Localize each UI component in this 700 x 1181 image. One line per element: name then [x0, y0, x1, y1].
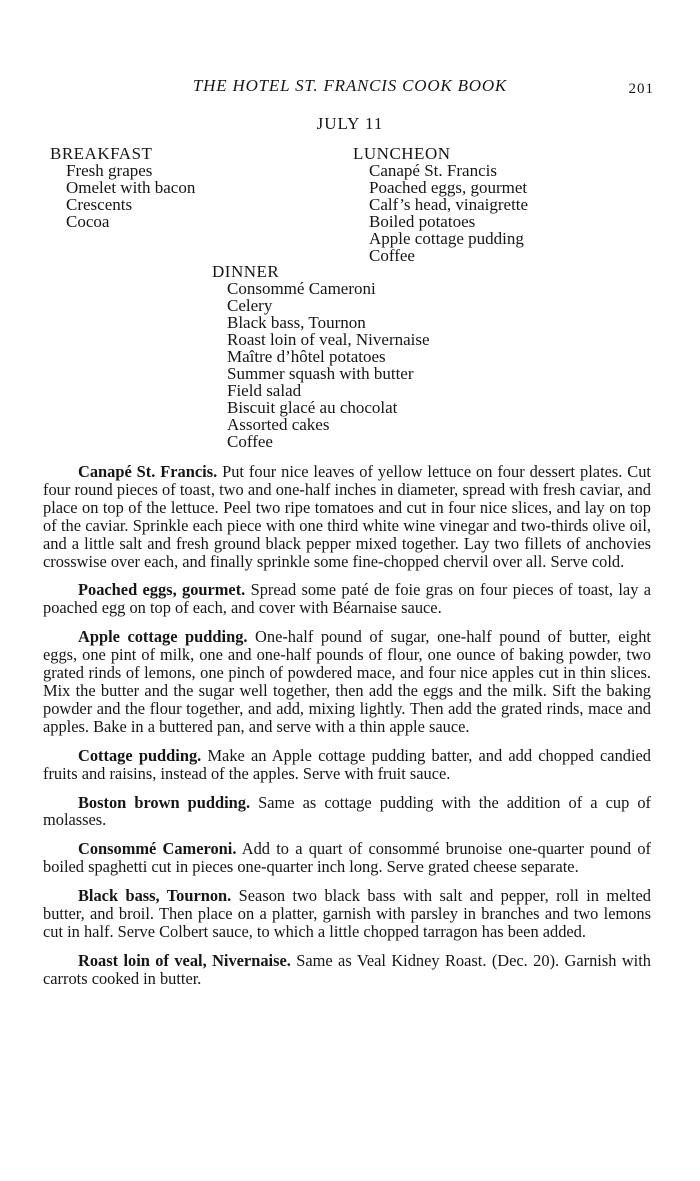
recipe-name: Apple cottage pudding. [78, 627, 248, 647]
recipe-text: Make an Apple cottage pudding batter, and add chopped candied fruits and raisins, instead of the apples. Serve with fruit sauce. [43, 745, 651, 783]
recipe-name: Poached eggs, gourmet. [78, 580, 246, 600]
menu-item: Apple cottage pudding [369, 229, 524, 248]
recipe-name: Boston brown pudding. [78, 792, 251, 812]
breakfast-heading: BREAKFAST [50, 144, 153, 163]
recipe-text: Spread some paté de foie gras on four pieces of toast, lay a poached egg on top of each, and cover with Béarnaise sauce. [43, 580, 652, 618]
recipe-text: Add to a quart of consommé brunoise one-quarter pound of boiled spaghetti cut in pieces one-quarter inch long. Serve grated cheese separate. [43, 839, 651, 877]
recipe-paragraph [43, 747, 651, 783]
recipe-paragraph [43, 794, 651, 830]
recipe-paragraph [43, 840, 651, 876]
recipe-name: Consommé Cameroni. [78, 839, 237, 859]
recipe-text: Same as Veal Kidney Roast. (Dec. 20). Garnish with carrots cooked in butter. [43, 950, 651, 988]
recipe-paragraph [43, 952, 651, 988]
recipe-paragraph [43, 887, 651, 941]
menu-item: Boiled potatoes [369, 212, 476, 231]
recipe-text: One-half pound of sugar, one-half pound of butter, eight eggs, one pint of milk, one and one-half pounds of flour, one ounce of baking powder, two grated rinds of lemons, one pinch of powdered mace, and four nice apples cut in thin slices. Mix the butter and the sugar well together, then add the eggs and the milk. Sift the baking powder and the flour together, and add, mixing lightly. Then add the grated rinds, mace and apples. Bake in a buttered pan, and serve with a thin apple sauce. [43, 627, 651, 736]
menu-item: Poached eggs, gourmet [369, 178, 528, 197]
menu-item: Coffee [369, 246, 415, 265]
recipe-paragraph [43, 628, 651, 735]
running-title: THE HOTEL ST. FRANCIS COOK BOOK [192, 76, 508, 95]
recipe-paragraph [43, 581, 651, 617]
luncheon-menu-list [369, 162, 528, 264]
menu-item: Field salad [227, 381, 302, 400]
recipe-name: Canapé St. Francis. [78, 462, 218, 481]
date-heading: JULY 11 [316, 114, 384, 133]
menu-item: Celery [227, 296, 273, 315]
menu-item: Fresh grapes [66, 161, 153, 180]
menu-item: Roast loin of veal, Nivernaise [227, 330, 430, 349]
recipe-name: Roast loin of veal, Nivernaise. [78, 950, 291, 970]
breakfast-menu-list [66, 162, 195, 230]
recipe-paragraph [43, 463, 651, 570]
menu-item: Biscuit glacé au chocolat [227, 398, 398, 417]
recipe-name: Cottage pudding. [78, 745, 202, 765]
page-number: 201 [628, 81, 654, 97]
menu-item: Coffee [227, 432, 273, 451]
menu-item: Summer squash with butter [227, 364, 414, 383]
dinner-menu-list [227, 280, 430, 450]
menu-item: Maître d’hôtel potatoes [227, 347, 386, 366]
menu-item: Omelet with bacon [66, 178, 196, 197]
recipe-text: Put four nice leaves of yellow lettuce on four dessert plates. Cut four round pieces of toast, two and one-half inches in diameter, spread with fresh caviar, and place on top of the lettuce. Peel two ripe tomatoes and cut in four nice slices, and lay on top of the caviar. Sprinkle each piece with one third white wine vinegar and two-thirds olive oil, and a little salt and fresh ground black pepper mixed together. Lay two fillets of anchovies crosswise over each, and finally sprinkle some fine-chopped chervil over all. Serve cold. [43, 462, 651, 571]
recipes-section [43, 463, 651, 999]
menu-item: Black bass, Tournon [227, 313, 366, 332]
recipe-text: Same as cottage pudding with the addition of a cup of molasses. [43, 792, 651, 830]
menu-item: Calf’s head, vinaigrette [369, 195, 529, 214]
menu-item: Crescents [66, 195, 133, 214]
recipe-text: Season two black bass with salt and pepper, roll in melted butter, and broil. Then place on a platter, garnish with parsley in branches and two lemons cut in half. Serve Colbert sauce, to which a little chopped tarragon has been added. [43, 886, 651, 941]
menu-item: Canapé St. Francis [369, 161, 497, 180]
menu-item: Consommé Cameroni [227, 279, 376, 298]
dinner-heading: DINNER [212, 262, 280, 281]
recipe-name: Black bass, Tournon. [78, 886, 232, 906]
luncheon-heading: LUNCHEON [353, 144, 451, 163]
menu-item: Assorted cakes [227, 415, 330, 434]
menu-item: Cocoa [66, 212, 110, 231]
